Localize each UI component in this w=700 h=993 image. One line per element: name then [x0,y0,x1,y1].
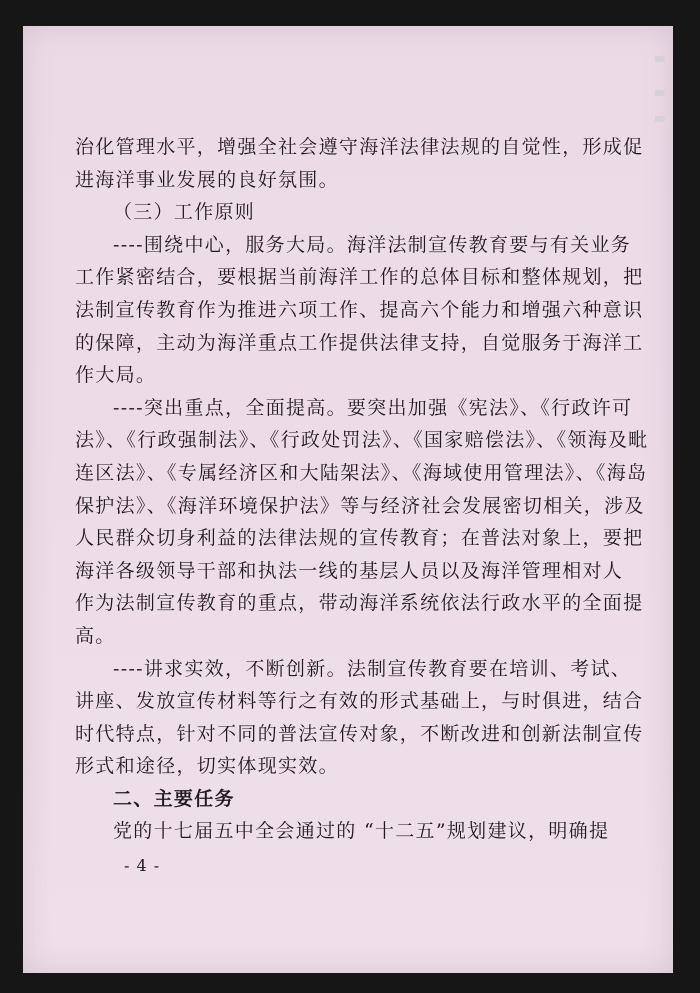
text-line: 进海洋事业发展的良好氛围。 [75,168,339,191]
text-line: 人民群众切身利益的法律法规的宣传教育；在普法对象上，要把 [75,527,644,550]
text-line: ----讲求实效，不断创新。法制宣传教育要在培训、考试、 [113,657,632,680]
punch-mark [655,56,665,62]
text-line: 海洋各级领导干部和执法一线的基层人员以及海洋管理相对人 [75,559,624,582]
text-line: 的保障，主动为海洋重点工作提供法律支持，自觉服务于海洋工 [75,331,644,354]
punch-mark [655,90,665,96]
text-line: 作为法制宣传教育的重点，带动海洋系统依法行政水平的全面提 [75,592,644,615]
text-line: 治化管理水平，增强全社会遵守海洋法律法规的自觉性，形成促 [75,136,644,158]
section-heading: （三）工作原则 [113,201,256,224]
punch-mark [655,116,665,122]
text-line: 保护法》、《海洋环境保护法》等与经济社会发展密切相关，涉及 [75,494,645,517]
text-line: ----突出重点，全面提高。要突出加强《宪法》、《行政许可 [113,396,633,419]
document-body [75,131,649,848]
page-number: - 4 - [124,856,161,875]
text-line: 时代特点，针对不同的普法宣传对象，不断改进和创新法制宣传 [75,722,644,745]
text-line: 法》、《行政强制法》、《行政处罚法》、《国家赔偿法》、《领海及毗 [75,429,649,452]
text-line: 连区法》、《专属经济区和大陆架法》、《海域使用管理法》、《海岛 [75,461,648,484]
text-line: 讲座、发放宣传材料等行之有效的形式基础上，与时俱进，结合 [75,690,644,713]
text-line: 法制宣传教育作为推进六项工作、提高六个能力和增强六种意识 [75,298,644,321]
text-line: 工作紧密结合，要根据当前海洋工作的总体目标和整体规划，把 [75,266,644,289]
text-line: ----围绕中心，服务大局。海洋法制宣传教育要与有关业务 [113,233,632,256]
section-heading: 二、主要任务 [113,787,235,810]
text-line: 高。 [75,624,116,647]
text-line: 作大局。 [75,364,157,387]
text-line: 党的十七届五中全会通过的 “十二五”规划建议，明确提 [113,820,610,843]
text-line: 形式和途径，切实体现实效。 [75,755,339,778]
